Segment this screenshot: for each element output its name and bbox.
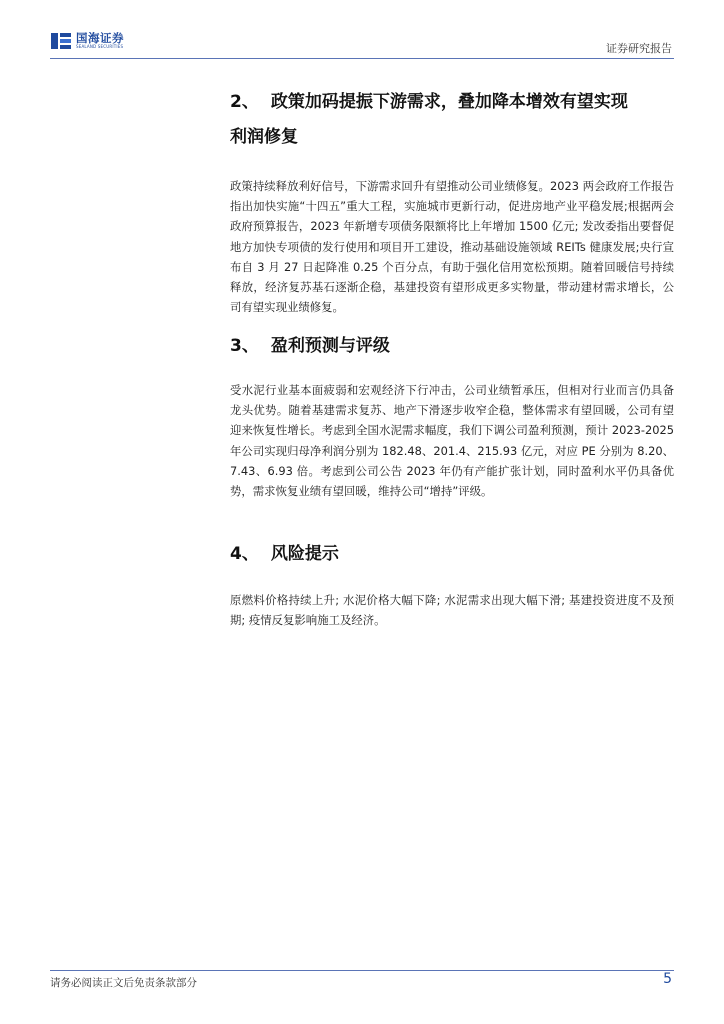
- section-2-body: 政策持续释放利好信号，下游需求回升有望推动公司业绩修复。2023 两会政府工作报告指出加快实施“十四五”重大工程，实施城市更新行动，促进房地产业平稳发展;根据两会政府预算报告，2023 年新增专项债务限额将比上年增加 1500 亿元; 发改委指出要督促地方加快专项债的发行使用和项目开工建设，推动基础设施领域 REITs 健康发展;央行宣布自 3 月 27 日起降准 0.25 个百分点，有助于强化信用宽松预期。随着回暖信号持续释放，经济复苏基石逐渐企稳，基建投资有望形成更多实物量，带动建材需求增长，公司有望实现业绩修复。: [230, 179, 674, 315]
- company-logo: [50, 30, 124, 52]
- section-3-heading: [230, 331, 674, 361]
- section-2-number: 2、: [230, 92, 259, 112]
- section-3-number: 3、: [230, 336, 259, 356]
- logo-chinese-name: 国海证券: [76, 31, 124, 45]
- section-4-heading: [230, 539, 674, 569]
- page-header: [0, 0, 724, 60]
- section-2-heading: [230, 87, 674, 117]
- sealand-logo-icon: [50, 30, 72, 52]
- section-4-number: 4、: [230, 544, 259, 564]
- section-2-heading-cont: [230, 122, 674, 152]
- section-4-title: 风险提示: [270, 544, 339, 564]
- header-divider: [50, 58, 674, 59]
- logo-english-name: SEALAND SECURITIES: [76, 44, 124, 49]
- section-2-title-line2: 利润修复: [230, 127, 298, 147]
- section-3-body: 受水泥行业基本面疲弱和宏观经济下行冲击，公司业绩暂承压，但相对行业而言仍具备龙头优势。随着基建需求复苏、地产下滑逐步收窄企稳，整体需求有望回暖，公司有望迎来恢复性增长。考虑到全国水泥需求幅度，我们下调公司盈利预测，预计 2023-2025 年公司实现归母净利润分别为 182.48、201.4、215.93 亿元，对应 PE 分别为 8.20、7.43、6.93 倍。考虑到公司公告 2023 年仍有产能扩张计划，同时盈利水平仍具备优势，需求恢复业绩有望回暖，维持公司“增持”评级。: [230, 383, 674, 499]
- section-4-body: 原燃料价格持续上升; 水泥价格大幅下降; 水泥需求出现大幅下滑; 基建投资进度不及预期; 疫情反复影响施工及经济。: [230, 593, 674, 628]
- report-type-label: 证券研究报告: [606, 42, 672, 55]
- section-3-title: 盈利预测与评级: [270, 336, 390, 356]
- section-2-title-line1: 政策加码提振下游需求，叠加降本增效有望实现: [270, 92, 628, 112]
- page-number: 5: [663, 971, 672, 987]
- footer-divider: [50, 970, 674, 971]
- disclaimer-notice: 请务必阅读正文后免责条款部分: [50, 977, 197, 989]
